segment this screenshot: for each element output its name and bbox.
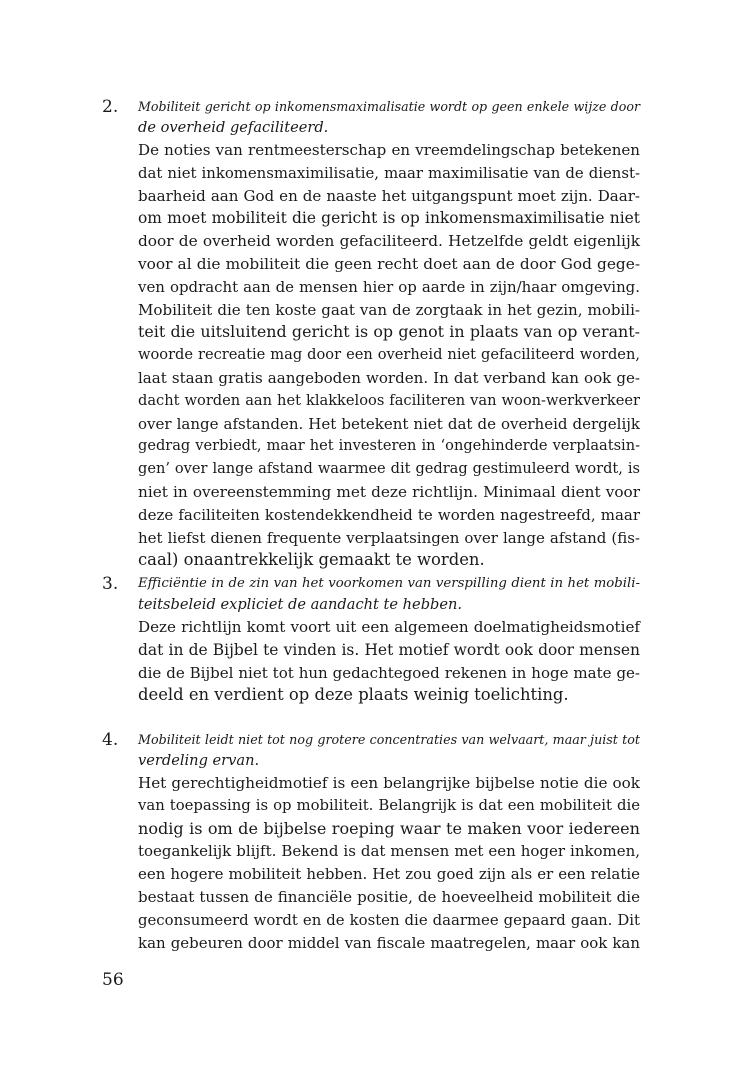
heading-line: verdeling ervan. — [138, 751, 260, 769]
body-line: die de Bijbel niet tot hun gedachtegoed rekenen in hoge mate ge- — [138, 663, 640, 682]
item-number: 3. — [102, 574, 119, 594]
body-line: niet in overeenstemming met deze richtlijn. Minimaal dient voor — [138, 482, 640, 501]
body-line: door de overheid worden gefaciliteerd. Hetzelfde geldt eigenlijk — [138, 232, 640, 251]
item-number: 2. — [102, 97, 119, 117]
body-line: De noties van rentmeesterschap en vreemdelingschap betekenen — [138, 141, 640, 159]
body-line: om moet mobiliteit die gericht is op inkomensmaximilisatie niet — [138, 209, 640, 228]
heading-line: Mobiliteit gericht op inkomensmaximalisatie wordt op geen enkele wijze door — [138, 99, 640, 114]
item-heading — [138, 97, 640, 138]
item-heading — [138, 730, 640, 771]
body-line: nodig is om de bijbelse roeping waar te maken voor iedereen — [138, 818, 640, 838]
body-line: deeld en verdient op deze plaats weinig toelichting. — [138, 685, 569, 705]
item-body — [138, 772, 640, 954]
body-line: deze faciliteiten kostendekkendheid te worden nagestreefd, maar — [138, 505, 640, 524]
heading-line: Efficiëntie in de zin van het voorkomen van verspilling dient in het mobili- — [138, 576, 640, 591]
heading-line: de overheid gefaciliteerd. — [138, 118, 329, 136]
body-line: over lange afstanden. Het betekent niet dat de overheid dergelijk — [138, 414, 640, 433]
body-line: dat in de Bijbel te vinden is. Het motief wordt ook door mensen — [138, 640, 640, 659]
body-line: Mobiliteit die ten koste gaat van de zorgtaak in het gezin, mobili- — [138, 300, 640, 319]
body-line: dacht worden aan het klakkeloos faciliteren van woon-werkverkeer — [138, 391, 640, 409]
body-line: voor al die mobiliteit die geen recht doet aan de door God gege- — [138, 254, 640, 273]
body-line: geconsumeerd wordt en de kosten die daarmee gepaard gaan. Dit — [138, 910, 640, 929]
body-line: kan gebeuren door middel van fiscale maatregelen, maar ook kan — [138, 933, 640, 952]
body-line: baarheid aan God en de naaste het uitgangspunt moet zijn. Daar- — [138, 186, 640, 205]
body-line: bestaat tussen de financiële positie, de hoeveelheid mobiliteit die — [138, 887, 640, 906]
body-line: Deze richtlijn komt voort uit een algemeen doelmatigheidsmotief — [138, 618, 640, 636]
item-body — [138, 139, 640, 572]
body-line: laat staan gratis aangeboden worden. In dat verband kan ook ge- — [138, 368, 640, 387]
body-line: toegankelijk blijft. Bekend is dat mensen met een hoger inkomen, — [138, 842, 640, 861]
heading-line: Mobiliteit leidt niet tot nog grotere concentraties van welvaart, maar juist tot — [138, 732, 640, 747]
body-line: van toepassing is op mobiliteit. Belangrijk is dat een mobiliteit die — [138, 796, 640, 814]
heading-line: teitsbeleid expliciet de aandacht te hebben. — [138, 595, 463, 613]
body-line: woorde recreatie mag door een overheid niet gefaciliteerd worden, — [138, 346, 640, 364]
item-heading — [138, 574, 640, 615]
body-line: gedrag verbiedt, maar het investeren in ‘ongehinderde verplaatsin- — [138, 437, 640, 455]
body-line: Het gerechtigheidmotief is een belangrijke bijbelse notie die ook — [138, 774, 640, 792]
body-line: ven opdracht aan de mensen hier op aarde in zijn/haar omgeving. — [138, 277, 640, 296]
page-number: 56 — [102, 970, 124, 990]
body-line: dat niet inkomensmaximilisatie, maar maximilisatie van de dienst- — [138, 163, 640, 182]
body-line: teit die uitsluitend gericht is op genot in plaats van op verant- — [138, 322, 640, 342]
body-line: het liefst dienen frequente verplaatsingen over lange afstand (fis- — [138, 528, 640, 547]
item-body — [138, 616, 640, 707]
body-line: een hogere mobiliteit hebben. Het zou goed zijn als er een relatie — [138, 865, 640, 884]
item-number: 4. — [102, 730, 119, 750]
body-line: gen’ over lange afstand waarmee dit gedrag gestimuleerd wordt, is — [138, 460, 640, 478]
body-line: caal) onaantrekkelijk gemaakt te worden. — [138, 550, 485, 570]
